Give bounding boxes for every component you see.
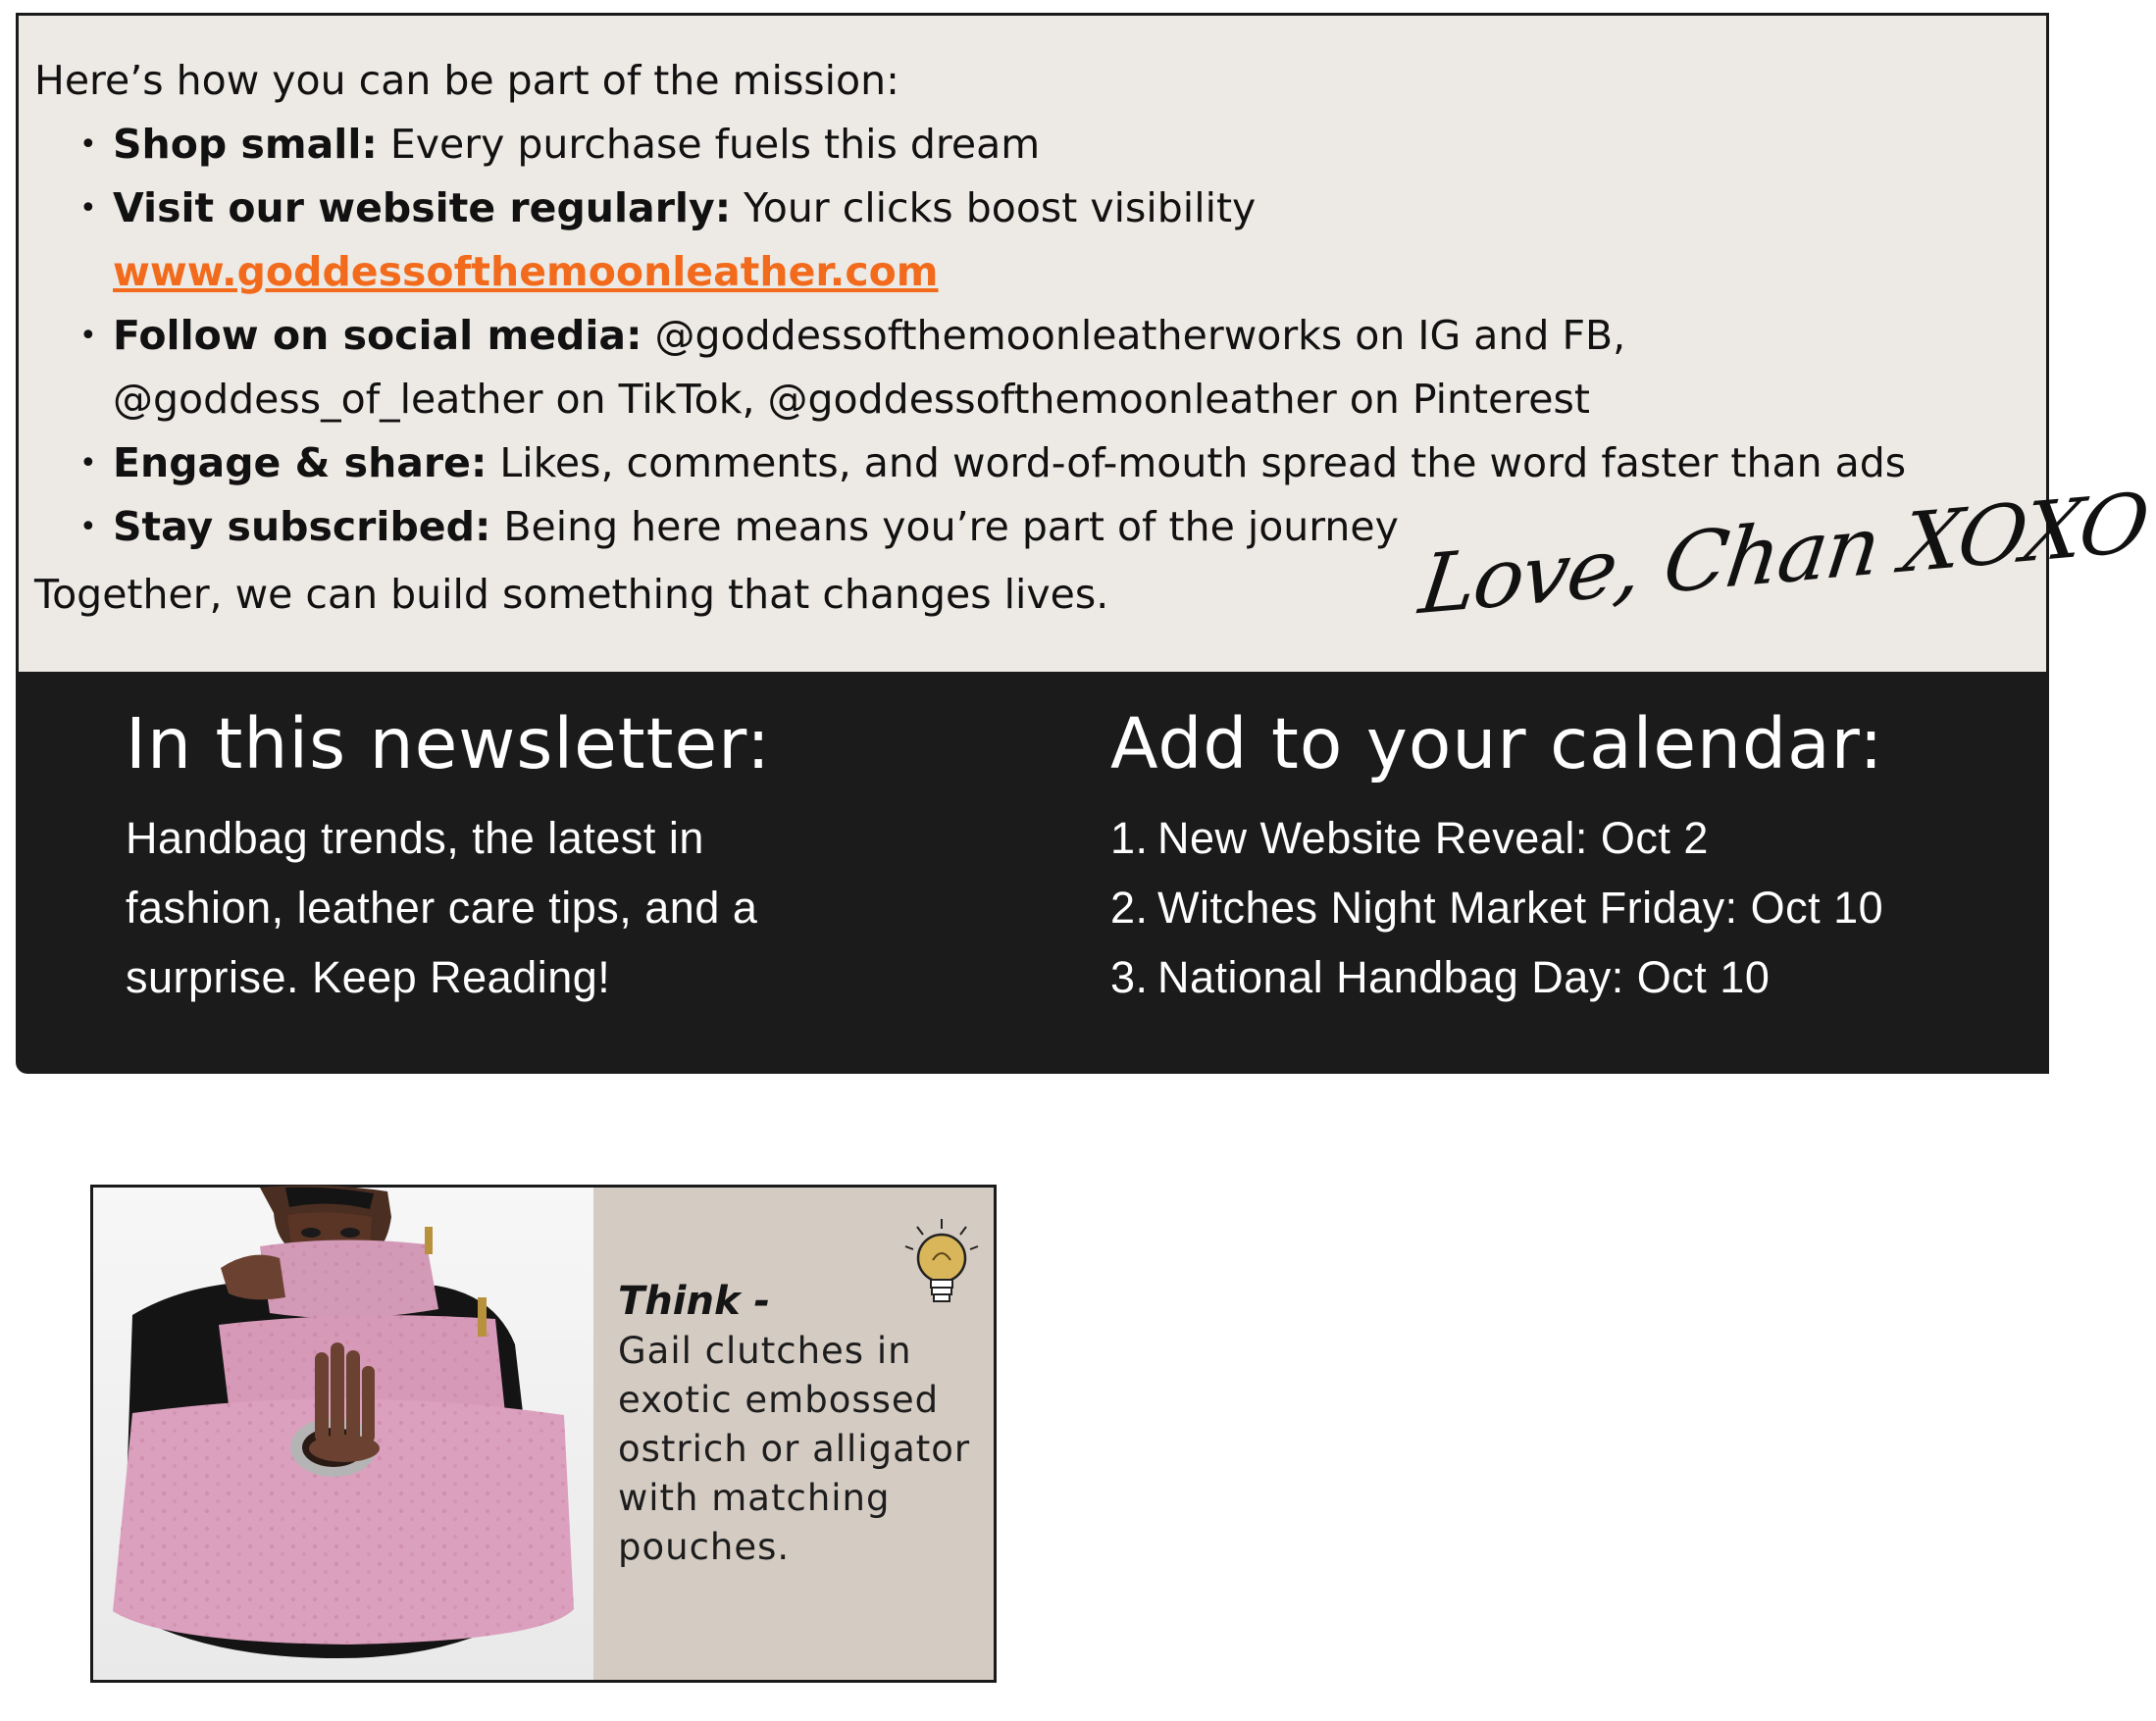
list-item xyxy=(34,304,2046,431)
item-number: 3. xyxy=(1110,952,1149,1002)
item-text: @goddessofthemoonleatherworks on IG and FB, @goddess_of_leather on TikTok, @goddessofthemoonleather on Pinterest xyxy=(113,312,1626,423)
product-card xyxy=(90,1185,997,1683)
item-title: Follow on social media: xyxy=(113,312,642,359)
list-item xyxy=(1110,942,2032,1012)
calendar-column xyxy=(1110,701,2032,1012)
item-number: 2. xyxy=(1110,883,1149,933)
item-text: Being here means you’re part of the journey xyxy=(490,503,1399,550)
website-link[interactable]: www.goddessofthemoonleather.com xyxy=(113,248,939,295)
clutch-bags-image xyxy=(93,1188,593,1680)
item-title: Stay subscribed: xyxy=(113,503,491,550)
bullet-icon: • xyxy=(79,127,97,162)
product-description: Gail clutches in exotic embossed ostrich or alligator with matching pouches. xyxy=(618,1330,971,1568)
bullet-icon: • xyxy=(79,319,97,353)
mission-box xyxy=(16,13,2153,672)
newsletter-heading: In this newsletter: xyxy=(126,703,771,785)
list-item xyxy=(34,177,2046,304)
calendar-heading: Add to your calendar: xyxy=(1110,703,1884,785)
list-item xyxy=(34,113,2046,177)
mission-intro: Here’s how you can be part of the mission: xyxy=(34,57,899,104)
info-band xyxy=(16,672,2049,1074)
newsletter-column xyxy=(126,701,1028,1012)
item-title: Visit our website regularly: xyxy=(113,184,732,231)
item-text: New Website Reveal: Oct 2 xyxy=(1157,813,1709,863)
bullet-icon: • xyxy=(79,446,97,481)
item-text: National Handbag Day: Oct 10 xyxy=(1157,952,1771,1002)
item-text: Every purchase fuels this dream xyxy=(377,121,1041,168)
item-title: Shop small: xyxy=(113,121,378,168)
newsletter-body: Handbag trends, the latest in fashion, leather care tips, and a surprise. Keep Reading! xyxy=(126,813,758,1002)
calendar-list xyxy=(1110,803,2032,1012)
item-text: Your clicks boost visibility xyxy=(731,184,1257,231)
product-text xyxy=(618,1276,981,1572)
closing-text: Together, we can build something that changes lives. xyxy=(34,571,1109,618)
product-photo xyxy=(93,1188,593,1680)
item-title: Engage & share: xyxy=(113,439,488,486)
bullet-icon: • xyxy=(79,191,97,226)
item-text: Witches Night Market Friday: Oct 10 xyxy=(1157,883,1884,933)
signature-text: Love, Chan XOXO xyxy=(1414,474,2153,633)
item-text: Likes, comments, and word-of-mouth spread the word faster than ads xyxy=(487,439,1907,486)
lightbulb-icon xyxy=(898,1217,986,1315)
signature xyxy=(1412,474,2153,673)
item-number: 1. xyxy=(1110,813,1149,863)
list-item xyxy=(1110,873,2032,942)
think-label: Think - xyxy=(618,1279,771,1324)
bullet-icon: • xyxy=(79,510,97,544)
list-item xyxy=(1110,803,2032,873)
